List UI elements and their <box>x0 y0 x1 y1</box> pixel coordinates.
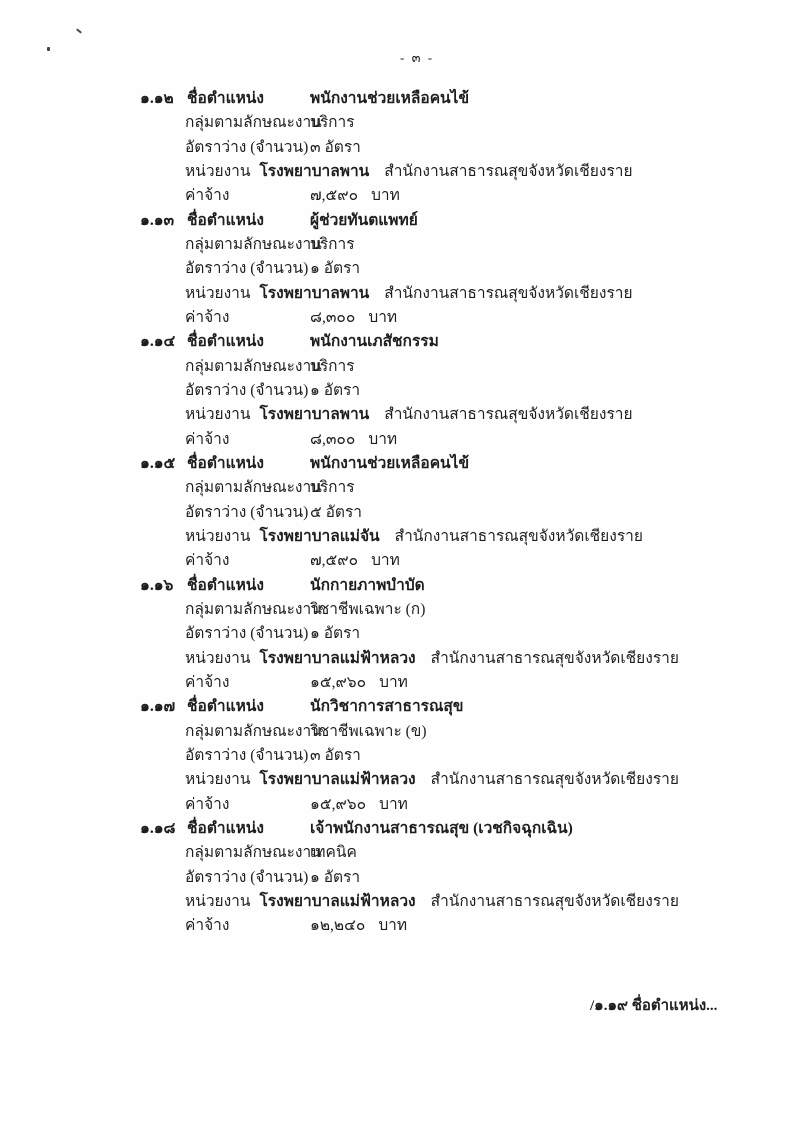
wage-label: ค่าจ้าง <box>185 187 230 205</box>
group-line <box>140 233 770 257</box>
wage-line <box>140 549 770 573</box>
wage-line <box>140 428 770 452</box>
entry-header-line <box>140 330 770 354</box>
unit-label: หน่วยงาน <box>185 649 251 667</box>
entry-number: ๑.๑๒ <box>140 90 174 107</box>
vacancy-value: ๑ อัตรา <box>310 625 361 643</box>
wage-label: ค่าจ้าง <box>185 552 230 570</box>
unit-label: หน่วยงาน <box>185 771 251 789</box>
wage-label: ค่าจ้าง <box>185 430 230 448</box>
entry-number: ๑.๑๗ <box>140 698 176 716</box>
position-entry <box>140 695 770 817</box>
scan-speck <box>76 28 82 33</box>
wage-label: ค่าจ้าง <box>185 673 230 691</box>
unit-line <box>140 768 770 792</box>
group-line <box>140 476 770 500</box>
entry-header-line <box>140 87 770 111</box>
group-value: เทคนิค <box>310 844 357 862</box>
entry-header-line <box>140 695 770 719</box>
entry-number: ๑.๑๖ <box>140 576 174 594</box>
group-value: วิชาชีพเฉพาะ (ก) <box>310 600 426 618</box>
vacancy-label: อัตราว่าง (จำนวน) <box>185 260 309 278</box>
vacancy-value: ๑ อัตรา <box>310 260 361 278</box>
unit-office-name: สำนักงานสาธารณสุขจังหวัดเชียงราย <box>384 162 633 180</box>
currency-label: บาท <box>371 187 400 205</box>
vacancy-value: ๑ อัตรา <box>310 868 361 886</box>
entry-header-line <box>140 452 770 476</box>
position-name: นักกายภาพบำบัด <box>310 576 425 594</box>
wage-value: ๑๒,๒๔๐ <box>310 917 366 935</box>
continuation-note: /๑.๑๙ ชื่อตำแหน่ง... <box>590 998 718 1014</box>
wage-line <box>140 793 770 817</box>
entry-number: ๑.๑๕ <box>140 454 176 472</box>
vacancy-value: ๓ อัตรา <box>310 746 361 764</box>
wage-value: ๗,๕๙๐ <box>310 187 359 205</box>
position-entry <box>140 452 770 574</box>
position-label: ชื่อตำแหน่ง <box>187 454 264 472</box>
unit-hospital-name: โรงพยาบาลแม่ฟ้าหลวง <box>259 649 416 667</box>
group-line <box>140 841 770 865</box>
scan-speck <box>47 47 50 51</box>
position-label: ชื่อตำแหน่ง <box>187 90 264 107</box>
wage-label: ค่าจ้าง <box>185 308 230 326</box>
unit-office-name: สำนักงานสาธารณสุขจังหวัดเชียงราย <box>430 771 679 789</box>
unit-label: หน่วยงาน <box>185 406 251 424</box>
wage-line <box>140 306 770 330</box>
group-value: วิชาชีพเฉพาะ (ข) <box>310 722 427 740</box>
unit-line <box>140 647 770 671</box>
position-entry <box>140 817 770 939</box>
wage-value: ๗,๕๙๐ <box>310 552 359 570</box>
vacancy-value: ๕ อัตรา <box>310 503 363 521</box>
position-label: ชื่อตำแหน่ง <box>187 576 264 594</box>
wage-line <box>140 671 770 695</box>
vacancy-line <box>140 257 770 281</box>
unit-office-name: สำนักงานสาธารณสุขจังหวัดเชียงราย <box>430 892 679 910</box>
currency-label: บาท <box>379 795 408 813</box>
position-entry <box>140 330 770 452</box>
unit-label: หน่วยงาน <box>185 527 251 545</box>
vacancy-line <box>140 622 770 646</box>
unit-label: หน่วยงาน <box>185 892 251 910</box>
vacancy-line <box>140 501 770 525</box>
entries-list <box>140 87 770 938</box>
wage-value: ๑๕,๙๖๐ <box>310 795 367 813</box>
group-label: กลุ่มตามลักษณะงาน <box>185 114 322 132</box>
position-name: พนักงานเภสัชกรรม <box>310 333 439 351</box>
unit-line <box>140 160 770 184</box>
vacancy-label: อัตราว่าง (จำนวน) <box>185 381 309 399</box>
position-label: ชื่อตำแหน่ง <box>187 698 264 716</box>
vacancy-line <box>140 866 770 890</box>
group-value: บริการ <box>310 357 355 375</box>
unit-label: หน่วยงาน <box>185 284 251 302</box>
page-number: - ๓ - <box>400 50 435 65</box>
position-name: นักวิชาการสาธารณสุข <box>310 698 464 716</box>
currency-label: บาท <box>379 673 408 691</box>
unit-label: หน่วยงาน <box>185 162 251 180</box>
entry-number: ๑.๑๘ <box>140 819 176 837</box>
currency-label: บาท <box>368 308 398 326</box>
unit-line <box>140 890 770 914</box>
unit-office-name: สำนักงานสาธารณสุขจังหวัดเชียงราย <box>384 284 633 302</box>
unit-line <box>140 282 770 306</box>
unit-hospital-name: โรงพยาบาลพาน <box>259 162 370 180</box>
unit-hospital-name: โรงพยาบาลพาน <box>259 406 370 424</box>
currency-label: บาท <box>378 917 408 935</box>
wage-value: ๘,๓๐๐ <box>310 308 356 326</box>
wage-label: ค่าจ้าง <box>185 795 230 813</box>
group-line <box>140 720 770 744</box>
group-line <box>140 355 770 379</box>
vacancy-label: อัตราว่าง (จำนวน) <box>185 138 309 156</box>
unit-line <box>140 403 770 427</box>
vacancy-value: ๓ อัตรา <box>310 138 361 156</box>
position-entry <box>140 574 770 696</box>
group-line <box>140 598 770 622</box>
wage-line <box>140 184 770 208</box>
entry-header-line <box>140 574 770 598</box>
entry-number: ๑.๑๓ <box>140 211 175 229</box>
group-label: กลุ่มตามลักษณะงาน <box>185 479 322 497</box>
vacancy-label: อัตราว่าง (จำนวน) <box>185 868 309 886</box>
position-name: ผู้ช่วยทันตแพทย์ <box>310 211 418 229</box>
unit-line <box>140 525 770 549</box>
group-label: กลุ่มตามลักษณะงาน <box>185 844 322 862</box>
unit-hospital-name: โรงพยาบาลแม่ฟ้าหลวง <box>259 771 416 789</box>
group-value: บริการ <box>310 114 355 132</box>
wage-line <box>140 914 770 938</box>
unit-hospital-name: โรงพยาบาลแม่จัน <box>259 527 380 545</box>
unit-hospital-name: โรงพยาบาลพาน <box>259 284 370 302</box>
group-label: กลุ่มตามลักษณะงาน <box>185 600 322 618</box>
entry-number: ๑.๑๔ <box>140 333 176 351</box>
position-name: เจ้าพนักงานสาธารณสุข (เวชกิจฉุกเฉิน) <box>310 819 573 837</box>
wage-value: ๑๕,๙๖๐ <box>310 673 367 691</box>
position-name: พนักงานช่วยเหลือคนไข้ <box>310 454 470 472</box>
vacancy-label: อัตราว่าง (จำนวน) <box>185 625 309 643</box>
group-value: บริการ <box>310 235 355 253</box>
currency-label: บาท <box>371 552 400 570</box>
currency-label: บาท <box>368 430 398 448</box>
position-label: ชื่อตำแหน่ง <box>187 819 264 837</box>
vacancy-line <box>140 136 770 160</box>
vacancy-line <box>140 744 770 768</box>
position-entry <box>140 87 770 209</box>
group-label: กลุ่มตามลักษณะงาน <box>185 235 322 253</box>
vacancy-label: อัตราว่าง (จำนวน) <box>185 503 309 521</box>
entry-header-line <box>140 209 770 233</box>
entry-header-line <box>140 817 770 841</box>
wage-value: ๘,๓๐๐ <box>310 430 356 448</box>
position-entry <box>140 209 770 331</box>
unit-office-name: สำนักงานสาธารณสุขจังหวัดเชียงราย <box>430 649 679 667</box>
vacancy-line <box>140 379 770 403</box>
vacancy-value: ๑ อัตรา <box>310 381 361 399</box>
group-value: บริการ <box>310 479 355 497</box>
group-label: กลุ่มตามลักษณะงาน <box>185 357 322 375</box>
position-name: พนักงานช่วยเหลือคนไข้ <box>310 90 470 107</box>
vacancy-label: อัตราว่าง (จำนวน) <box>185 746 309 764</box>
unit-hospital-name: โรงพยาบาลแม่ฟ้าหลวง <box>259 892 416 910</box>
unit-office-name: สำนักงานสาธารณสุขจังหวัดเชียงราย <box>394 527 643 545</box>
position-label: ชื่อตำแหน่ง <box>187 333 264 351</box>
wage-label: ค่าจ้าง <box>185 917 230 935</box>
position-label: ชื่อตำแหน่ง <box>187 211 264 229</box>
group-label: กลุ่มตามลักษณะงาน <box>185 722 322 740</box>
unit-office-name: สำนักงานสาธารณสุขจังหวัดเชียงราย <box>384 406 633 424</box>
group-line <box>140 111 770 135</box>
